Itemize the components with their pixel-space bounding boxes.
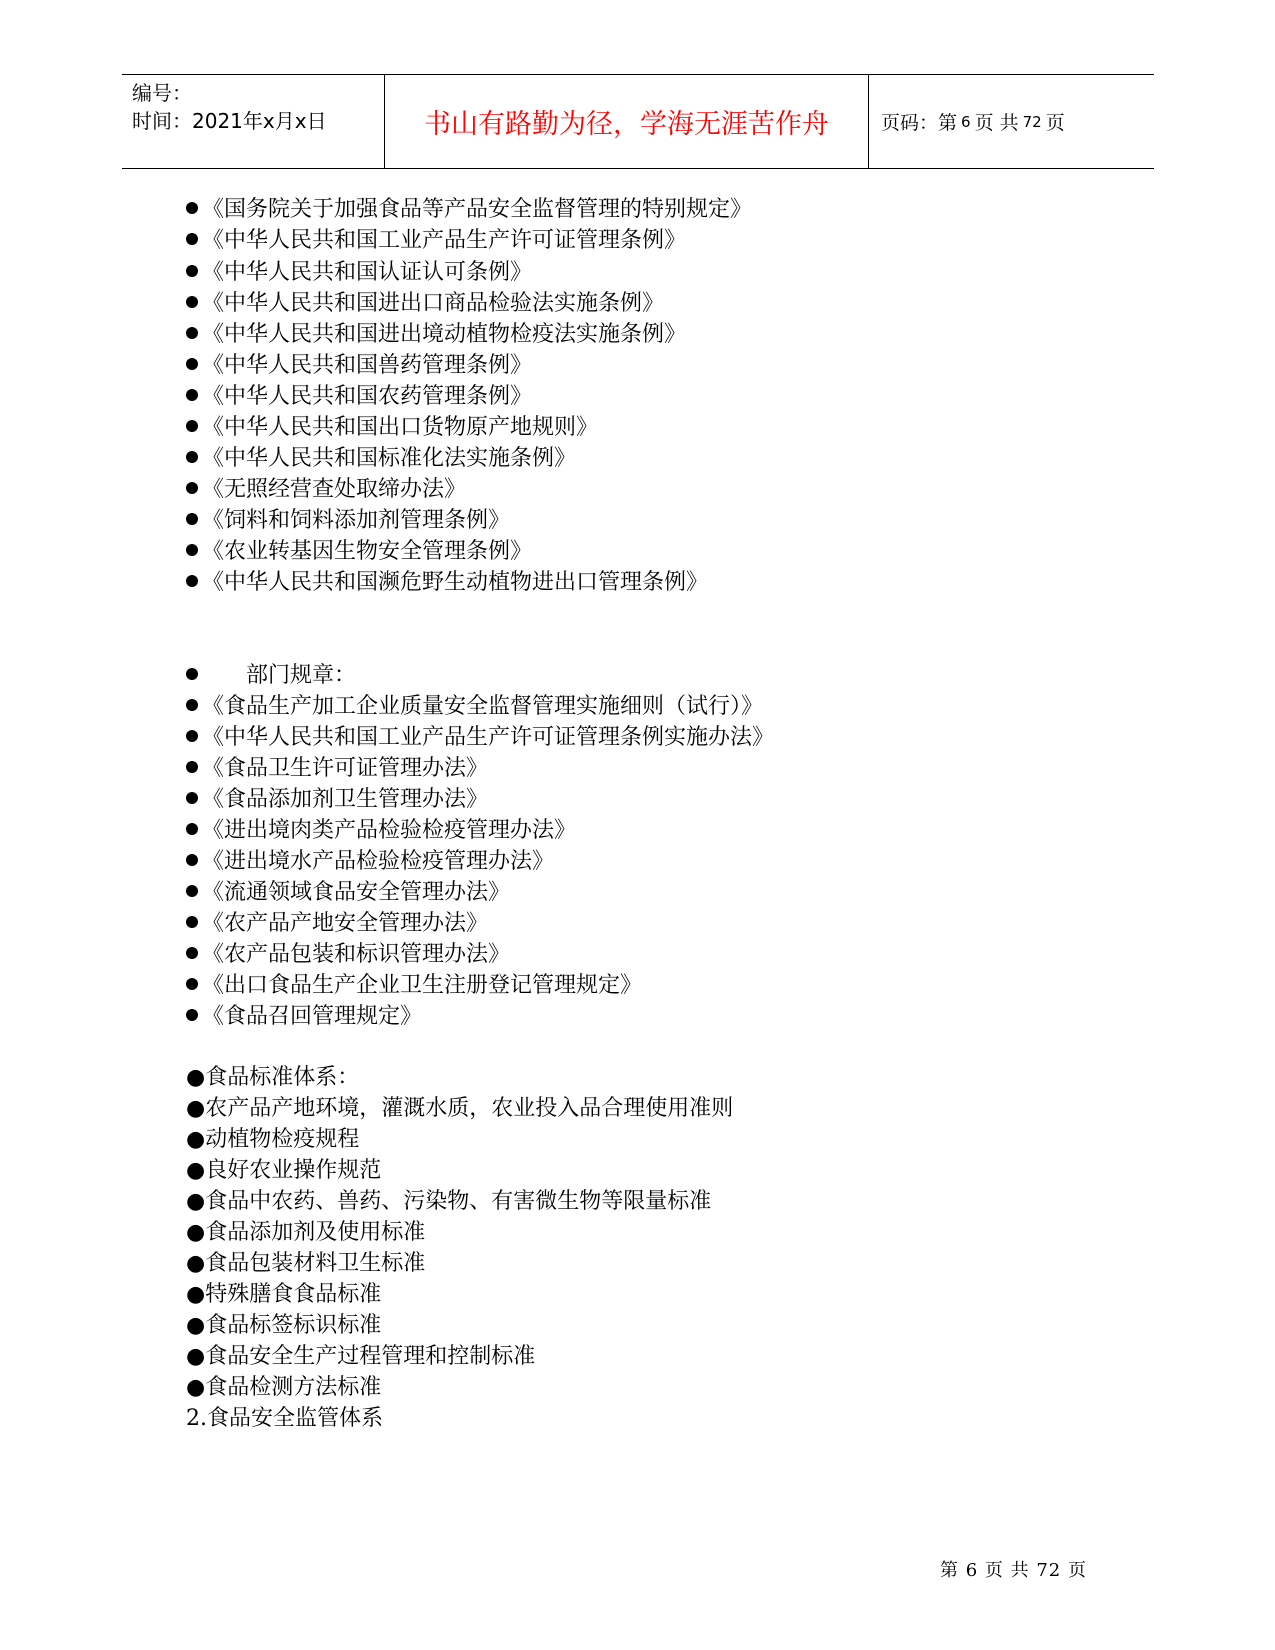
- bullet-icon: [186, 1009, 198, 1021]
- bullet-icon: [186, 233, 198, 245]
- page-total: 72: [1022, 112, 1042, 131]
- bullet-icon: [186, 575, 198, 587]
- bullet-icon: [186, 978, 198, 990]
- list-item: 《中华人民共和国出口货物原产地规则》: [186, 413, 598, 443]
- list-item: 《国务院关于加强食品等产品安全监督管理的特别规定》: [186, 195, 752, 225]
- list-item: 《食品生产加工企业质量安全监督管理实施细则（试行）》: [186, 692, 763, 722]
- list-item: 《中华人民共和国兽药管理条例》: [186, 351, 532, 381]
- bullet-icon: [186, 327, 198, 339]
- bullet-icon: [186, 389, 198, 401]
- bullet-icon: [186, 296, 198, 308]
- list-item: 《无照经营查处取缔办法》: [186, 475, 466, 505]
- bullet-icon: [186, 730, 198, 742]
- number-label: 编号：: [132, 81, 192, 105]
- page-mid: 页 共: [974, 112, 1019, 134]
- bullet-icon: [186, 265, 198, 277]
- list-item: ●农产品产地环境，灌溉水质，农业投入品合理使用准则: [186, 1096, 734, 1121]
- list-item: ●食品安全生产过程管理和控制标准: [186, 1344, 536, 1369]
- bullet-icon: [186, 947, 198, 959]
- bullet-icon: [186, 792, 198, 804]
- list-item: 《中华人民共和国农药管理条例》: [186, 382, 532, 412]
- list-item: ●食品标准体系：: [186, 1065, 360, 1090]
- bullet-icon: [186, 699, 198, 711]
- list-item: 《中华人民共和国进出口商品检验法实施条例》: [186, 289, 664, 319]
- bullet-icon: [186, 668, 198, 680]
- bullet-icon: [186, 823, 198, 835]
- list-item: 《食品卫生许可证管理办法》: [186, 754, 488, 784]
- list-item: 《食品添加剂卫生管理办法》: [186, 785, 488, 815]
- list-item: 《农产品产地安全管理办法》: [186, 909, 488, 939]
- page-footer: 第 6 页 共 72 页: [940, 1560, 1087, 1581]
- list-item: 《中华人民共和国进出境动植物检疫法实施条例》: [186, 320, 686, 350]
- bullet-icon: [186, 761, 198, 773]
- page-header: [122, 74, 1154, 169]
- bullet-icon: [186, 358, 198, 370]
- bullet-icon: [186, 451, 198, 463]
- bullet-icon: [186, 885, 198, 897]
- list-item: ●食品检测方法标准: [186, 1375, 382, 1400]
- list-item: ●特殊膳食食品标准: [186, 1282, 382, 1307]
- list-item: 《饲料和饲料添加剂管理条例》: [186, 506, 510, 536]
- page-number: 6: [961, 112, 971, 131]
- section-heading: 部门规章：: [186, 661, 356, 691]
- list-item: 《中华人民共和国工业产品生产许可证管理条例》: [186, 226, 686, 256]
- page-suffix: 页: [1045, 112, 1065, 134]
- section-title: 2.食品安全监管体系: [186, 1406, 383, 1431]
- page-prefix: 页码：第: [881, 112, 958, 134]
- list-item: 《中华人民共和国认证认可条例》: [186, 258, 532, 288]
- list-item: ●良好农业操作规范: [186, 1158, 382, 1183]
- list-item: ●食品标签标识标准: [186, 1313, 382, 1338]
- list-item: ●食品中农药、兽药、污染物、有害微生物等限量标准: [186, 1189, 712, 1214]
- header-motto: 书山有路勤为径，学海无涯苦作舟: [384, 75, 869, 168]
- list-item: 《进出境肉类产品检验检疫管理办法》: [186, 816, 576, 846]
- list-item: 《中华人民共和国标准化法实施条例》: [186, 444, 576, 474]
- list-item: 《进出境水产品检验检疫管理办法》: [186, 847, 554, 877]
- list-item: 《中华人民共和国工业产品生产许可证管理条例实施办法》: [186, 723, 774, 753]
- list-item: 《农产品包装和标识管理办法》: [186, 940, 510, 970]
- list-item: ●食品添加剂及使用标准: [186, 1220, 426, 1245]
- list-item: 《中华人民共和国濒危野生动植物进出口管理条例》: [186, 568, 708, 598]
- list-item: 《农业转基因生物安全管理条例》: [186, 537, 532, 567]
- time-label: 时间：2021年x月x日: [132, 109, 327, 133]
- header-meta: [122, 75, 384, 168]
- header-page-info: [869, 75, 1154, 168]
- bullet-icon: [186, 854, 198, 866]
- bullet-icon: [186, 420, 198, 432]
- bullet-icon: [186, 513, 198, 525]
- bullet-icon: [186, 544, 198, 556]
- list-item: 《出口食品生产企业卫生注册登记管理规定》: [186, 971, 642, 1001]
- list-item: 《流通领域食品安全管理办法》: [186, 878, 510, 908]
- bullet-icon: [186, 482, 198, 494]
- bullet-icon: [186, 202, 198, 214]
- list-item: ●食品包装材料卫生标准: [186, 1251, 426, 1276]
- list-item: ●动植物检疫规程: [186, 1127, 360, 1152]
- list-item: 《食品召回管理规定》: [186, 1002, 422, 1032]
- bullet-icon: [186, 916, 198, 928]
